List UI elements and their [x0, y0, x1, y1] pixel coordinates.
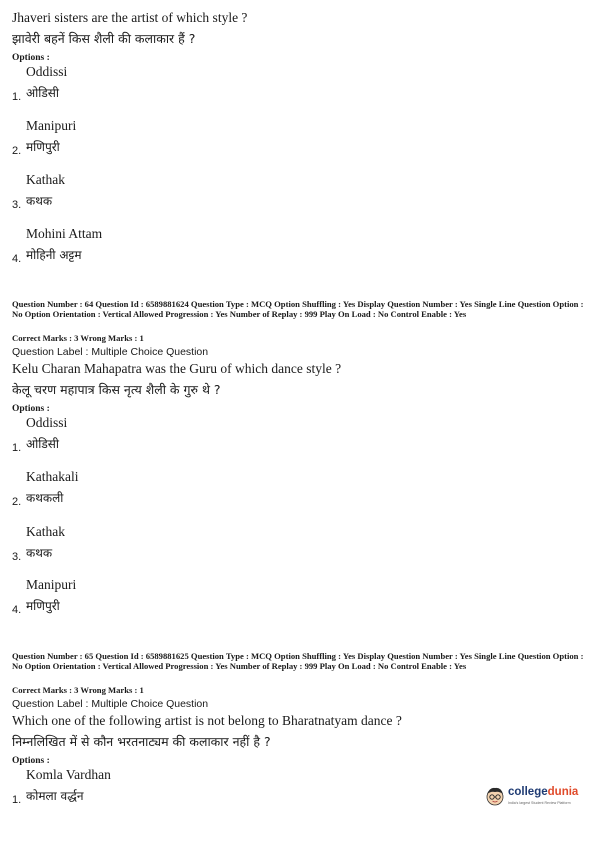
question-63-option-3-number: 3. — [12, 199, 22, 211]
question-63-option-4-hi[interactable]: मोहिनी अट्टम — [26, 248, 82, 262]
student-mascot-icon — [484, 785, 506, 807]
question-63-option-2-number: 2. — [12, 145, 22, 157]
question-63-text-hi: झावेरी बहनें किस शैली की कलाकार हैं ? — [12, 31, 196, 46]
question-63-text-en: Jhaveri sisters are the artist of which style ? — [12, 10, 248, 25]
question-65-metadata: Question Number : 65 Question Id : 6589881625 Question Type : MCQ Option Shuffling : Yes Display Question Number : Yes Single Line Question Option : No Option Orientation : Vertical Allowed Progression : Yes Number of Replay : 999 Play On Load : No Control Enable : Yes — [12, 651, 584, 672]
question-65-option-1-en[interactable]: Komla Vardhan — [26, 767, 111, 782]
question-65-label: Question Label : Multiple Choice Question — [12, 698, 209, 710]
question-63-option-4-en[interactable]: Mohini Attam — [26, 226, 103, 241]
question-64-label: Question Label : Multiple Choice Question — [12, 346, 209, 358]
question-64-text-hi: केलू चरण महापात्र किस नृत्य शैली के गुरु थे ? — [12, 382, 221, 397]
question-64-option-1-number: 1. — [12, 442, 22, 454]
question-63-option-3-hi[interactable]: कथक — [26, 194, 53, 208]
question-65-text-hi: निम्नलिखित में से कौन भरतनाट्यम की कलाकार नहीं है ? — [12, 734, 271, 749]
collegedunia-wordmark: collegedunia — [508, 786, 579, 798]
question-64-option-1-en[interactable]: Oddissi — [26, 415, 68, 430]
question-64-text-en: Kelu Charan Mahapatra was the Guru of which dance style ? — [12, 361, 342, 376]
collegedunia-logo — [484, 783, 584, 813]
question-65-options-label: Options : — [12, 756, 50, 766]
question-63-option-1-hi[interactable]: ओडिसी — [26, 86, 60, 100]
question-64-option-4-number: 4. — [12, 604, 22, 616]
question-63-option-4-number: 4. — [12, 253, 22, 265]
question-63-option-1-en[interactable]: Oddissi — [26, 64, 68, 79]
question-65-option-1-number: 1. — [12, 794, 22, 806]
question-64-option-2-number: 2. — [12, 496, 22, 508]
collegedunia-tagline: India's largest Student Review Platform — [508, 801, 571, 805]
question-64-option-1-hi[interactable]: ओडिसी — [26, 437, 60, 451]
question-64-option-2-en[interactable]: Kathakali — [26, 469, 79, 484]
question-63-option-1-number: 1. — [12, 91, 22, 103]
question-65-marks: Correct Marks : 3 Wrong Marks : 1 — [12, 685, 144, 695]
question-64-options-label: Options : — [12, 404, 50, 414]
question-64-metadata: Question Number : 64 Question Id : 6589881624 Question Type : MCQ Option Shuffling : Yes Display Question Number : Yes Single Line Question Option : No Option Orientation : Vertical Allowed Progression : Yes Number of Replay : 999 Play On Load : No Control Enable : Yes — [12, 299, 584, 320]
question-64-option-4-en[interactable]: Manipuri — [26, 577, 77, 592]
question-64-option-4-hi[interactable]: मणिपुरी — [26, 599, 60, 613]
question-65-text-en: Which one of the following artist is not belong to Bharatnatyam dance ? — [12, 713, 402, 728]
question-63-option-3-en[interactable]: Kathak — [26, 172, 65, 187]
question-63-option-2-en[interactable]: Manipuri — [26, 118, 77, 133]
question-64-option-3-number: 3. — [12, 551, 22, 563]
question-63-option-2-hi[interactable]: मणिपुरी — [26, 140, 60, 154]
question-63-options-label: Options : — [12, 53, 50, 63]
question-64-option-3-hi[interactable]: कथक — [26, 546, 53, 560]
question-64-option-2-hi[interactable]: कथकली — [26, 491, 64, 505]
question-65-option-1-hi[interactable]: कोमला वर्द्धन — [26, 789, 84, 803]
question-64-marks: Correct Marks : 3 Wrong Marks : 1 — [12, 333, 144, 343]
question-64-option-3-en[interactable]: Kathak — [26, 524, 65, 539]
